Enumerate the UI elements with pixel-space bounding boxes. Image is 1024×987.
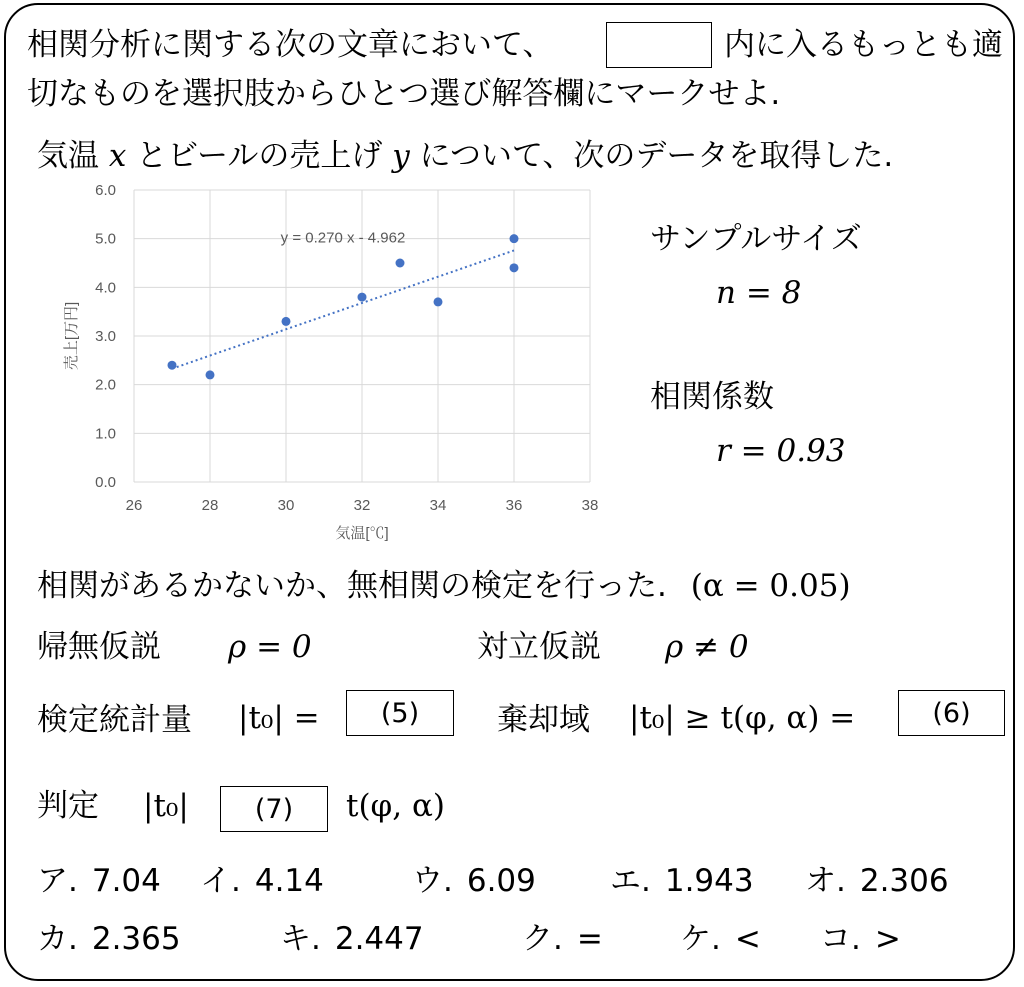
judgement-label: 判定 (37, 788, 99, 824)
choice-item (610, 863, 754, 899)
data-point (510, 234, 519, 243)
choice-mark: エ. (610, 863, 651, 899)
data-point (168, 361, 177, 370)
scatter-chart (50, 178, 620, 558)
choice-value: > (874, 921, 901, 957)
var-y: y (392, 138, 410, 174)
blank-5: (5) (346, 690, 454, 736)
data-intro-part3: について、次のデータを取得した. (419, 138, 894, 174)
null-hypothesis-label: 帰無仮説 (37, 629, 161, 665)
choice-mark: イ. (200, 863, 241, 899)
judgement-lhs: |t₀| (143, 788, 189, 824)
choice-mark: ク. (522, 921, 563, 957)
data-intro-part1: 気温 (37, 138, 99, 174)
alt-hypothesis-eq: ρ ≠ 0 (665, 629, 749, 665)
x-tick-label: 34 (429, 497, 447, 514)
choice-mark: ケ. (680, 921, 721, 957)
choice-mark: ア. (37, 863, 78, 899)
choice-mark: オ. (805, 863, 846, 899)
choice-mark: カ. (37, 921, 78, 957)
y-tick-label: 5.0 (95, 230, 116, 248)
sample-size-label: サンプルサイズ (650, 221, 862, 257)
choice-mark: キ. (280, 921, 321, 957)
null-hypothesis-eq: ρ = 0 (228, 629, 312, 665)
choice-item (805, 863, 949, 899)
corr-label: 相関係数 (650, 379, 774, 415)
data-point (434, 297, 443, 306)
choice-item (680, 921, 761, 957)
choice-mark: コ. (820, 921, 861, 957)
alt-hypothesis-label: 対立仮説 (477, 629, 601, 665)
data-point (358, 293, 367, 302)
data-point (282, 317, 291, 326)
corr-eq: r = 0.93 (716, 433, 846, 469)
data-intro (37, 138, 894, 174)
y-tick-label: 0.0 (95, 474, 116, 491)
data-intro-part2: とビールの売上げ (136, 138, 383, 174)
blank-7: (7) (220, 786, 328, 832)
trendline (172, 250, 514, 368)
var-x: x (108, 138, 127, 174)
choice-value: 2.447 (334, 921, 424, 957)
x-tick-label: 30 (277, 497, 295, 514)
trendline-equation: y = 0.270 x - 4.962 (280, 229, 406, 247)
y-tick-label: 1.0 (95, 425, 116, 443)
choice-item (37, 921, 181, 957)
choice-mark: ウ. (412, 863, 453, 899)
choice-value: < (734, 921, 761, 957)
choice-value: 7.04 (91, 863, 161, 899)
y-tick-label: 3.0 (95, 328, 116, 345)
rejection-region-label: 棄却域 (497, 702, 590, 738)
y-tick-label: 4.0 (95, 279, 116, 297)
choice-item (200, 863, 324, 899)
instruction-line-1b: 内に入るもっとも適 (724, 27, 1003, 63)
rejection-region-eq: |t₀| ≥ t(φ, α) = (629, 700, 856, 736)
choice-value: 6.09 (466, 863, 536, 899)
blank-6: (6) (898, 690, 1005, 736)
data-point (396, 259, 405, 268)
test-alpha: (α = 0.05) (690, 568, 851, 604)
choice-value: 1.943 (664, 863, 754, 899)
y-tick-label: 6.0 (95, 182, 116, 199)
instruction-blank-box (606, 22, 712, 68)
choice-value: 4.14 (254, 863, 324, 899)
y-axis-label: 売上[万円] (63, 301, 80, 371)
x-tick-label: 28 (201, 497, 219, 514)
x-tick-label: 32 (353, 497, 371, 514)
test-intro-text: 相関があるかないか、無相関の検定を行った. (37, 568, 667, 604)
y-tick-label: 2.0 (95, 376, 116, 394)
choice-item (522, 921, 603, 957)
choice-value: 2.365 (91, 921, 181, 957)
x-tick-label: 38 (581, 497, 599, 514)
choice-item (820, 921, 901, 957)
data-point (206, 370, 215, 379)
instruction-line-1a: 相関分析に関する次の文章において、 (27, 27, 554, 63)
choice-value: = (576, 921, 603, 957)
choice-value: 2.306 (859, 863, 949, 899)
test-statistic-eq: |t₀| = (238, 700, 320, 736)
choice-item (412, 863, 536, 899)
choice-item (280, 921, 424, 957)
sample-size-eq: n = 8 (716, 275, 802, 311)
test-intro (37, 568, 851, 604)
choice-item (37, 863, 161, 899)
x-tick-label: 26 (125, 497, 143, 514)
x-tick-label: 36 (505, 497, 523, 514)
x-axis-label: 気温[℃] (335, 525, 389, 542)
judgement-rhs: t(φ, α) (346, 788, 445, 824)
data-point (510, 263, 519, 272)
test-statistic-label: 検定統計量 (37, 702, 192, 738)
instruction-line-2: 切なものを選択肢からひとつ選び解答欄にマークせよ. (27, 76, 781, 112)
